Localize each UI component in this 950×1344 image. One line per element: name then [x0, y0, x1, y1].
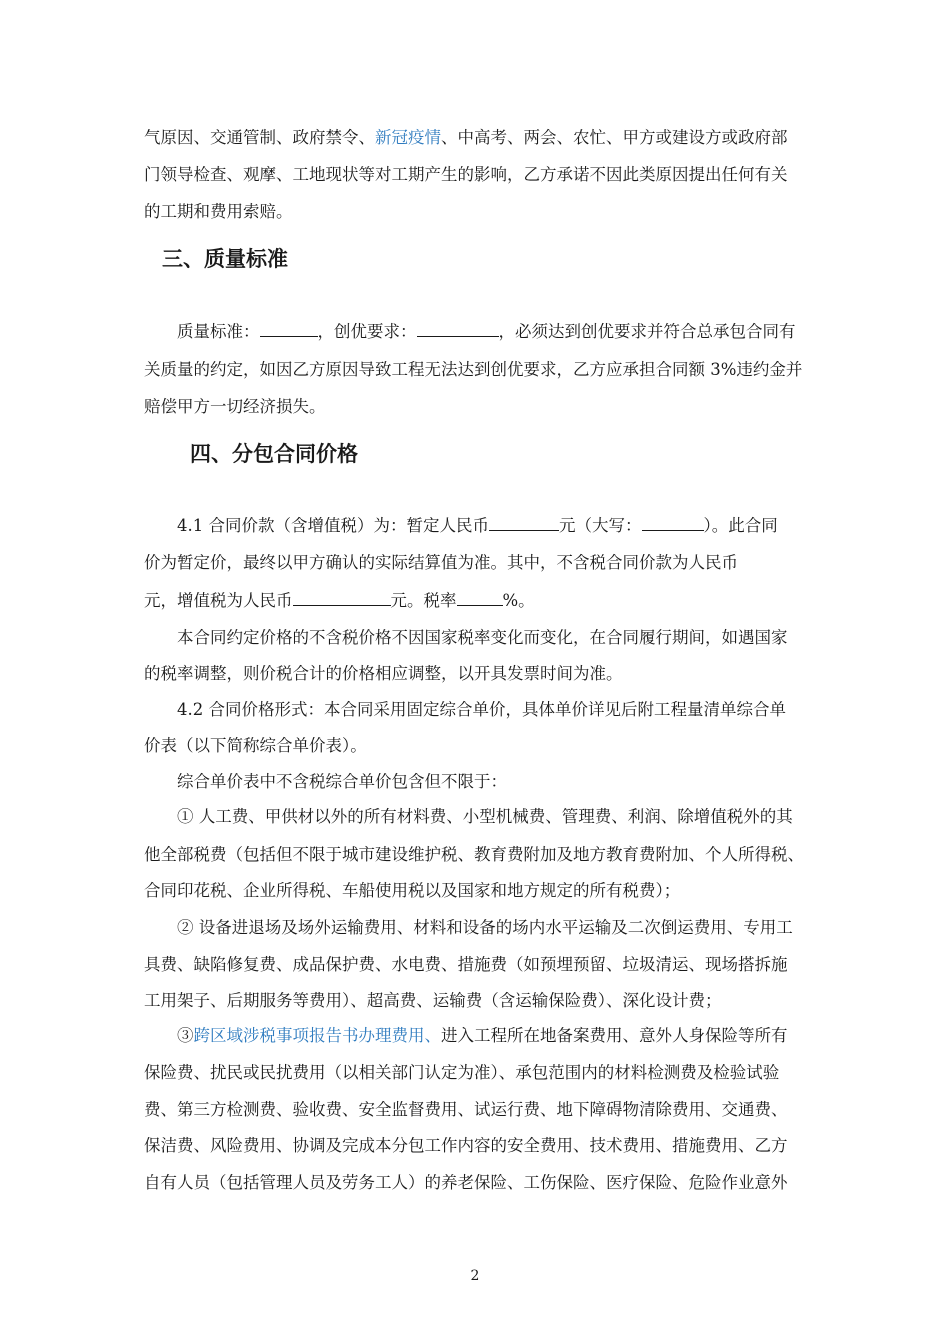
- intro-line-1: 气原因、交通管制、政府禁令、新冠疫情、中高考、两会、农忙、甲方或建设方或政府部: [144, 128, 788, 147]
- item-1-line-2: 他全部税费（包括但不限于城市建设维护税、教育费附加及地方教育费附加、个人所得税、: [144, 845, 804, 864]
- price-4-2-line-2: 价表（以下简称综合单价表）。: [144, 736, 367, 755]
- item-1-line-3: 合同印花税、企业所得税、车船使用税以及国家和地方规定的所有税费）；: [144, 881, 681, 900]
- section-3-title: 三、质量标准: [162, 247, 288, 271]
- item-1-line-1: ① 人工费、甲供材以外的所有材料费、小型机械费、管理费、利润、除增值税外的其: [177, 807, 793, 826]
- quality-line-2: 关质量的约定，如因乙方原因导致工程无法达到创优要求，乙方应承担合同额 3%违约金并: [144, 360, 803, 379]
- covid-link[interactable]: 新冠疫情: [375, 128, 441, 147]
- price-4-1-line-1: 4.1 合同价款（含增值税）为：暂定人民币 元（大写： ）。此合同: [177, 516, 778, 535]
- section-4-title: 四、分包合同价格: [190, 442, 358, 466]
- item-3-line-1: ③跨区域涉税事项报告书办理费用、进入工程所在地备案费用、意外人身保险等所有: [177, 1026, 788, 1045]
- item-2-line-3: 工用架子、后期服务等费用）、超高费、运输费（含运输保险费）、深化设计费；: [144, 991, 722, 1010]
- intro-line-2: 门领导检查、观摩、工地现状等对工期产生的影响，乙方承诺不因此类原因提出任何有关: [144, 165, 788, 184]
- quality-standard-blank[interactable]: [260, 320, 318, 337]
- price-amount-blank[interactable]: [489, 514, 559, 531]
- price-capital-blank[interactable]: [642, 514, 704, 531]
- quality-line-3: 赔偿甲方一切经济损失。: [144, 397, 326, 416]
- excellence-requirement-blank[interactable]: [417, 320, 499, 337]
- price-4-2-line-1: 4.2 合同价格形式：本合同采用固定综合单价，具体单价详见后附工程量清单综合单: [177, 700, 786, 719]
- item-3-line-2: 保险费、扰民或民扰费用（以相关部门认定为准）、承包范围内的材料检测费及检验试验: [144, 1063, 780, 1082]
- item-2-line-1: ② 设备进退场及场外运输费用、材料和设备的场内水平运输及二次倒运费用、专用工: [177, 918, 793, 937]
- price-4-1-line-3: 元，增值税为人民币 元。税率 %。: [144, 591, 535, 610]
- quality-line-1: 质量标准： ，创优要求： ，必须达到创优要求并符合总承包合同有: [177, 322, 796, 341]
- item-3-line-5: 自有人员（包括管理人员及劳务工人）的养老保险、工伤保险、医疗保险、危险作业意外: [144, 1173, 788, 1192]
- intro-line-3: 的工期和费用索赔。: [144, 202, 293, 221]
- price-4-1-line-2: 价为暂定价，最终以甲方确认的实际结算值为准。其中，不含税合同价款为人民币: [144, 553, 738, 572]
- page-number: 2: [470, 1268, 480, 1284]
- tax-line-1: 本合同约定价格的不含税价格不因国家税率变化而变化，在合同履行期间，如遇国家: [177, 628, 788, 647]
- cross-region-tax-link[interactable]: 跨区域涉税事项报告书办理费用、: [193, 1026, 441, 1045]
- vat-amount-blank[interactable]: [293, 589, 391, 606]
- tax-line-2: 的税率调整，则价税合计的价格相应调整，以开具发票时间为准。: [144, 664, 623, 683]
- tax-rate-blank[interactable]: [457, 589, 503, 606]
- item-3-line-4: 保洁费、风险费用、协调及完成本分包工作内容的安全费用、技术费用、措施费用、乙方: [144, 1136, 788, 1155]
- item-2-line-2: 具费、缺陷修复费、成品保护费、水电费、措施费（如预埋预留、垃圾清运、现场搭拆施: [144, 955, 788, 974]
- inclusion-intro: 综合单价表中不含税综合单价包含但不限于：: [177, 772, 507, 791]
- item-3-line-3: 费、第三方检测费、验收费、安全监督费用、试运行费、地下障碍物清除费用、交通费、: [144, 1100, 788, 1119]
